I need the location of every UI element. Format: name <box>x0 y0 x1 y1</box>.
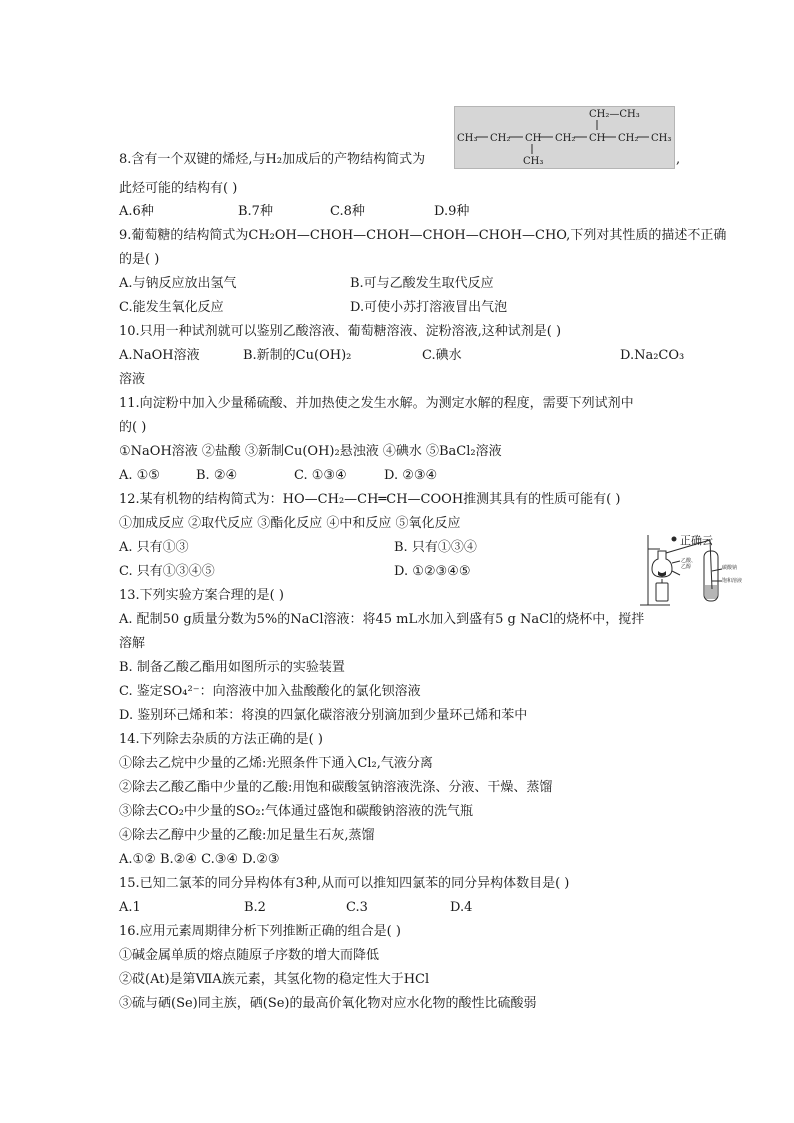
q13-stem: 13.下列实验方案合理的是( ) <box>119 588 284 603</box>
q10-option-d: D.Na₂CO₃ <box>620 348 685 363</box>
q16-item-1: ①碱金属单质的熔点随原子序数的增大而降低 <box>119 948 380 963</box>
q8-comma: , <box>676 152 681 167</box>
q14-item-2: ②除去乙酸乙酯中少量的乙酸:用饱和碳酸氢钠溶液洗涤、分液、干燥、蒸馏 <box>119 780 553 795</box>
figure-watermark: 正确云 <box>680 534 713 547</box>
q10-stem: 10.只用一种试剂就可以鉴别乙酸溶液、葡萄糖溶液、淀粉溶液,这种试剂是( ) <box>119 324 562 339</box>
q13-option-c: C. 鉴定SO₄²⁻：向溶液中加入盐酸酸化的氯化钡溶液 <box>119 684 421 699</box>
formula-ch2-2: CH₂ <box>555 133 576 144</box>
figure-label-carbonate-2: 饱和溶液 <box>722 578 743 584</box>
q15-option-a: A.1 <box>119 900 141 915</box>
q15-option-b: B.2 <box>244 900 266 915</box>
q14-item-3: ③除去CO₂中少量的SO₂:气体通过盛饱和碳酸钠溶液的洗气瓶 <box>119 804 473 819</box>
q16-stem: 16.应用元素周期律分析下列推断正确的组合是( ) <box>119 924 401 939</box>
q13-option-d: D. 鉴别环己烯和苯：将溴的四氯化碳溶液分别滴加到少量环己烯和苯中 <box>119 708 528 723</box>
q11-reagents: ①NaOH溶液 ②盐酸 ③新制Cu(OH)₂悬浊液 ④碘水 ⑤BaCl₂溶液 <box>119 444 502 459</box>
q11-option-a: A. ①⑤ <box>119 468 160 483</box>
formula-ch2-3: CH₂ <box>618 133 639 144</box>
q11-option-b: B. ②④ <box>196 468 238 483</box>
q15-stem: 15.已知二氯苯的同分异构体有3种,从而可以推知四氯苯的同分异构体数目是( ) <box>119 876 570 891</box>
q12-properties: ①加成反应 ②取代反应 ③酯化反应 ④中和反应 ⑤氧化反应 <box>119 516 461 531</box>
q8-option-b: B.7种 <box>238 204 273 219</box>
figure-label-acid-2: 乙醇 <box>681 564 692 570</box>
formula-upper-branch: CH₂—CH₃ <box>589 109 640 120</box>
q14-options: A.①② B.②④ C.③④ D.②③ <box>119 852 280 867</box>
q11-option-d: D. ②③④ <box>384 468 438 483</box>
q9-option-a: A.与钠反应放出氢气 <box>119 276 237 291</box>
q8-option-d: D.9种 <box>434 204 470 219</box>
q12-option-a: A. 只有①③ <box>119 540 189 555</box>
q9-stem: 9.葡萄糖的结构简式为CH₂OH—CHOH—CHOH—CHOH—CHOH—CHO,下列对其性质的描述不正确 <box>119 228 727 243</box>
q16-item-2: ②砹(At)是第ⅦA族元素，其氢化物的稳定性大于HCl <box>119 972 430 987</box>
formula-ch3-left: CH₃ <box>457 133 478 144</box>
q14-stem: 14.下列除去杂质的方法正确的是( ) <box>119 732 323 747</box>
q13-option-b: B. 制备乙酸乙酯用如图所示的实验装置 <box>119 660 345 675</box>
q15-option-d: D.4 <box>450 900 473 915</box>
q9-stem-2: 的是( ) <box>119 252 160 267</box>
q8-option-c: C.8种 <box>330 204 365 219</box>
ethyl-acetate-apparatus-figure <box>636 531 744 609</box>
q9-option-d: D.可使小苏打溶液冒出气泡 <box>350 300 508 315</box>
figure-label-acid-1: 乙酸、 <box>681 558 697 564</box>
q14-item-4: ④除去乙醇中少量的乙酸:加足量生石灰,蒸馏 <box>119 828 375 843</box>
formula-lower-branch: CH₃ <box>523 156 544 167</box>
q9-option-b: B.可与乙酸发生取代反应 <box>350 276 494 291</box>
q11-stem-2: 的( ) <box>119 420 147 435</box>
q8-structural-formula <box>454 106 675 169</box>
q10-option-b: B.新制的Cu(OH)₂ <box>243 348 352 363</box>
q16-item-3: ③硫与硒(Se)同主族，硒(Se)的最高价氧化物对应水化物的酸性比硫酸弱 <box>119 996 537 1011</box>
formula-ch3-right: CH₃ <box>651 133 672 144</box>
q13-option-a: A. 配制50 g质量分数为5%的NaCl溶液：将45 mL水加入到盛有5 g NaCl的烧杯中，搅拌 <box>119 612 645 627</box>
q10-option-c: C.碘水 <box>422 348 462 363</box>
q8-stem: 8.含有一个双键的烯烃,与H₂加成后的产物结构简式为 <box>119 152 426 167</box>
q8-stem-2: 此烃可能的结构有( ) <box>119 181 238 196</box>
q10-option-d-wrap: 溶液 <box>119 372 146 387</box>
q9-option-c: C.能发生氧化反应 <box>119 300 224 315</box>
q15-option-c: C.3 <box>346 900 368 915</box>
q11-option-c: C. ①③④ <box>294 468 347 483</box>
q14-item-1: ①除去乙烷中少量的乙烯:光照条件下通入Cl₂,气液分离 <box>119 756 433 771</box>
q12-option-b: B. 只有①③④ <box>394 540 477 555</box>
q13-option-a-wrap: 溶解 <box>119 636 146 651</box>
q8-option-a: A.6种 <box>119 204 154 219</box>
formula-ch-2: CH <box>589 133 606 144</box>
q11-stem: 11.向淀粉中加入少量稀硫酸、并加热使之发生水解。为测定水解的程度，需要下列试剂中 <box>119 396 634 411</box>
q12-option-d: D. ①②③④⑤ <box>394 564 471 579</box>
q12-stem: 12.某有机物的结构简式为：HO—CH₂—CH═CH—COOH推测其具有的性质可能有( ) <box>119 492 621 507</box>
figure-label-carbonate-1: 碳酸钠 <box>722 565 738 571</box>
formula-ch-1: CH <box>525 133 542 144</box>
q10-option-a: A.NaOH溶液 <box>119 348 200 363</box>
q12-option-c: C. 只有①③④⑤ <box>119 564 215 579</box>
formula-ch2-1: CH₂ <box>490 133 511 144</box>
